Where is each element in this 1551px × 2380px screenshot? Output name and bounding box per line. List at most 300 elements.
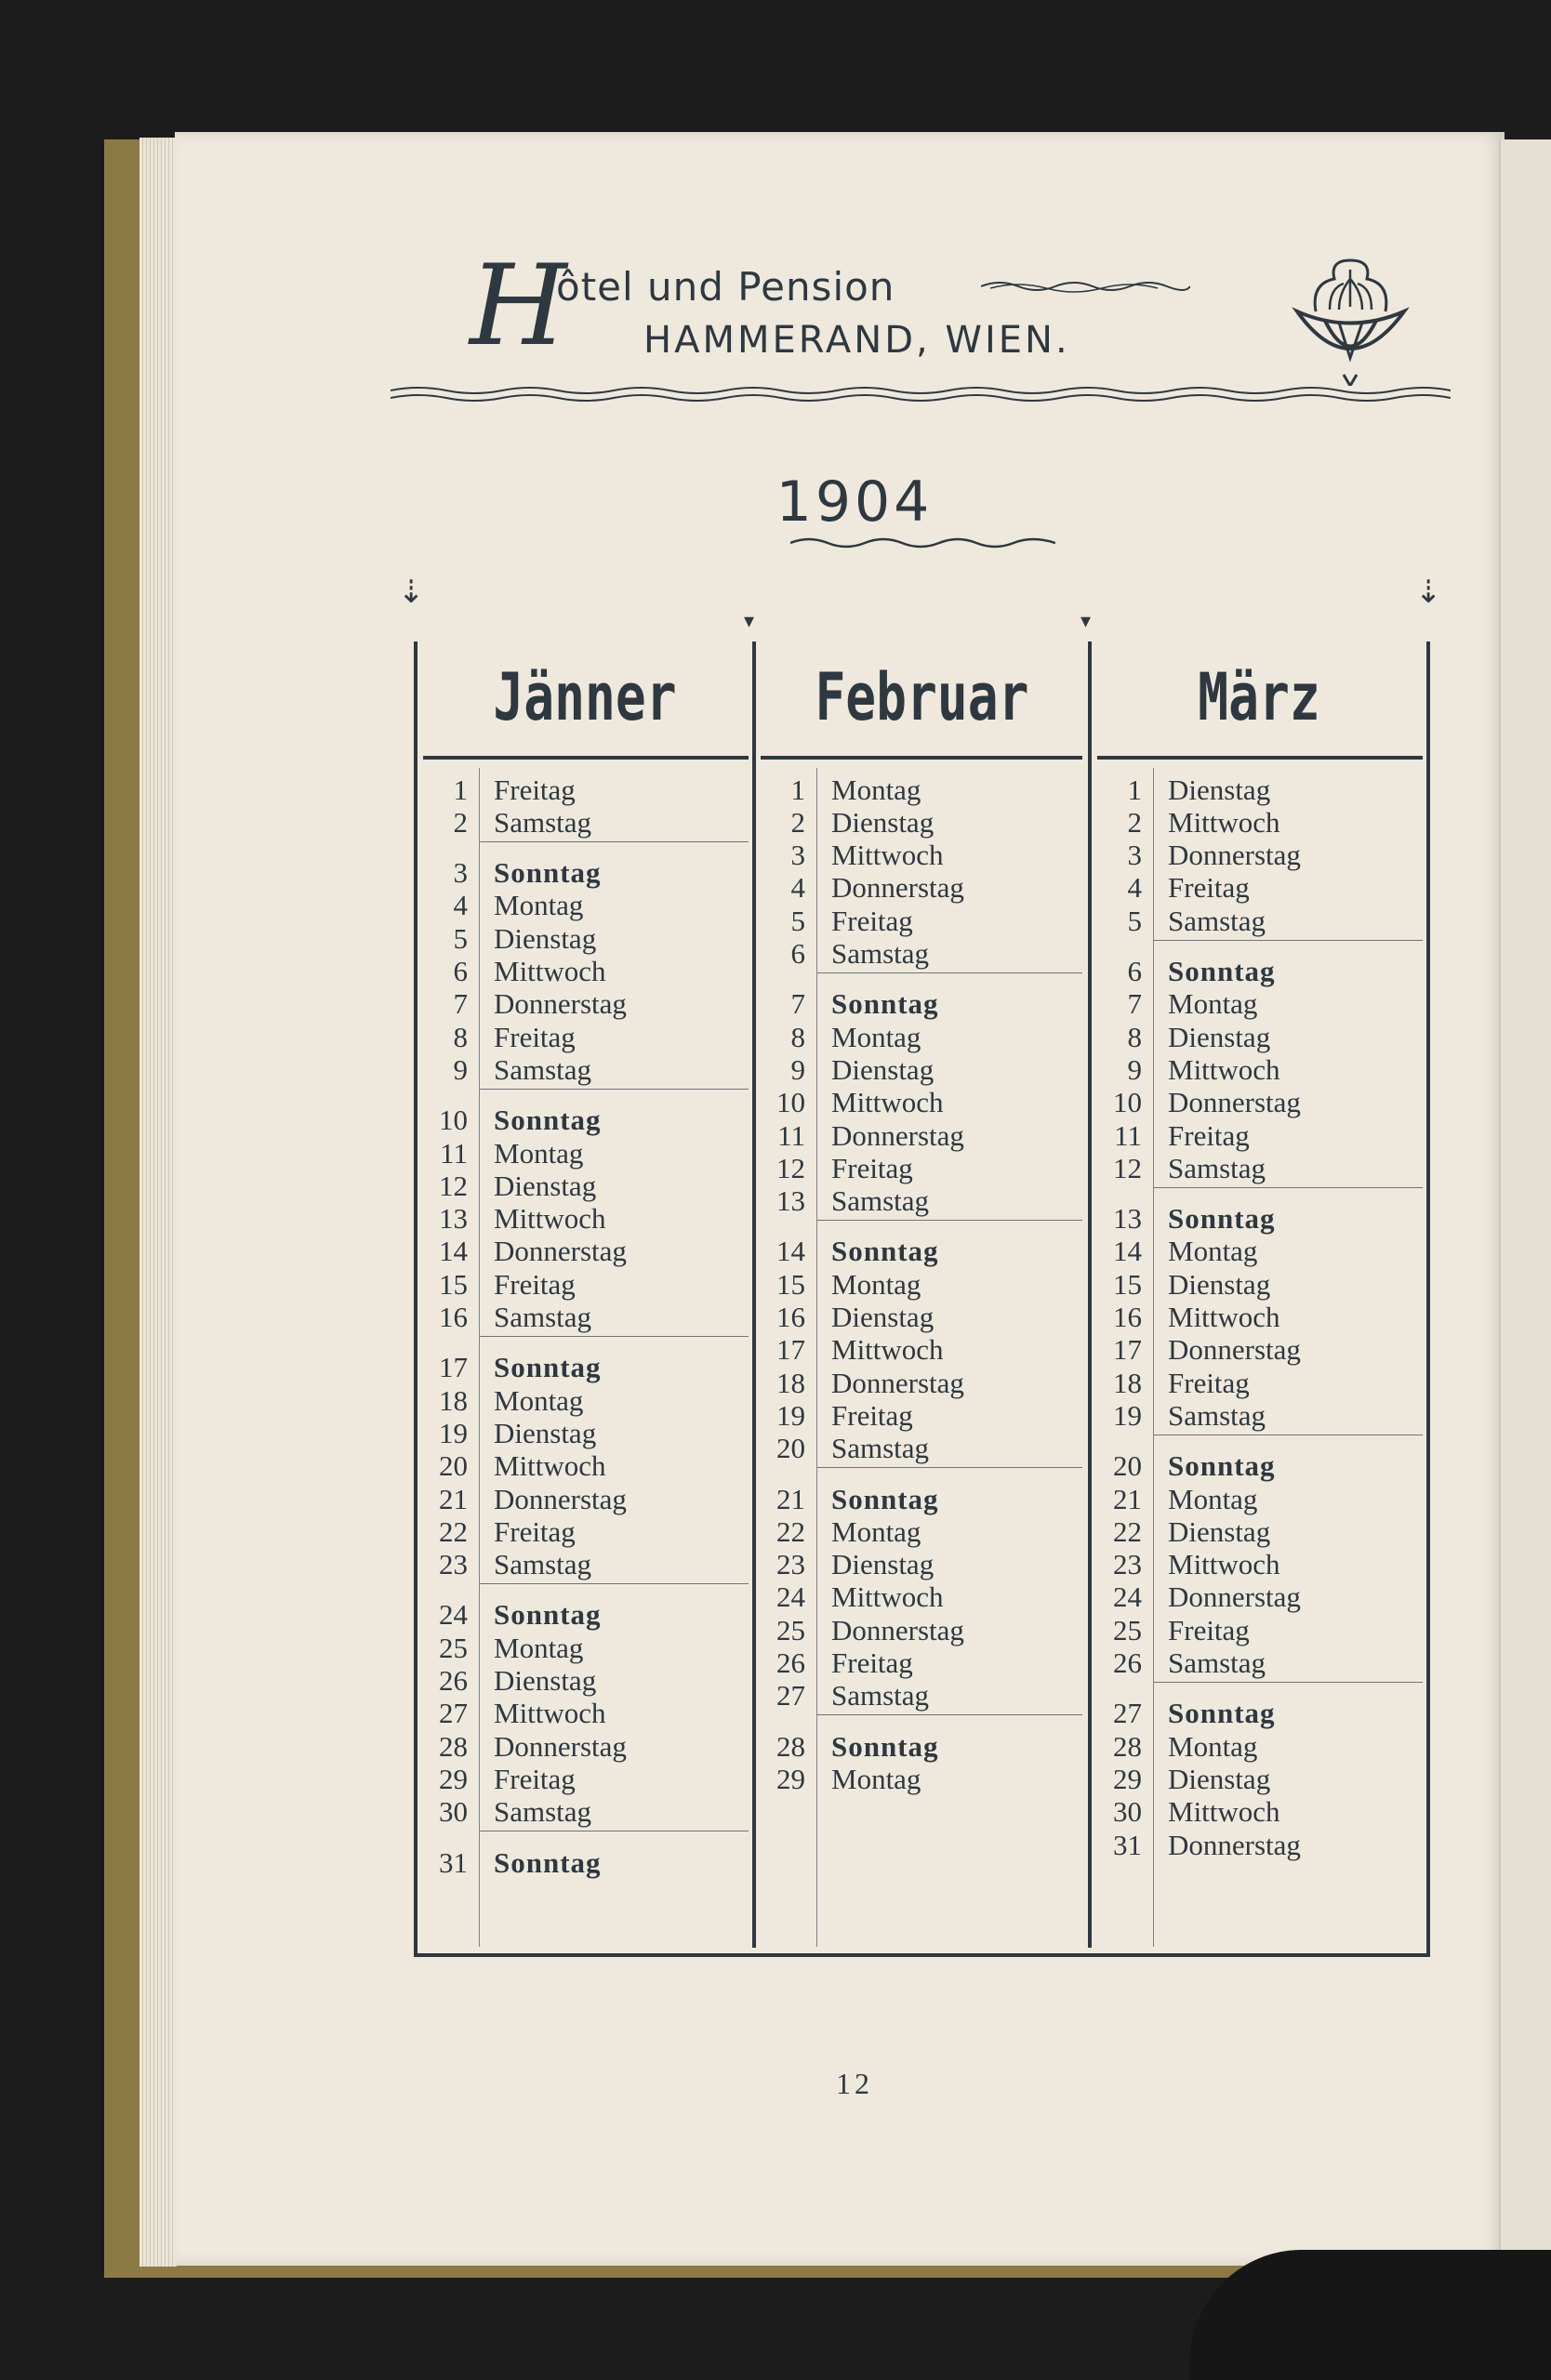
weekday-name: Montag (494, 1631, 584, 1664)
day-row (761, 1614, 964, 1646)
weekday-name: Montag (831, 1267, 921, 1301)
day-number: 13 (439, 1202, 468, 1236)
weekday-name: Dienstag (1168, 1020, 1271, 1053)
day-number: 11 (1114, 1118, 1142, 1152)
weekday-name: Mittwoch (831, 1086, 944, 1119)
day-number: 15 (439, 1267, 468, 1301)
weekday-name: Donnerstag (1168, 1828, 1301, 1861)
weekday-name: Dienstag (494, 921, 597, 955)
weekday-name: Dienstag (831, 805, 935, 839)
weekday-name: Mittwoch (831, 839, 944, 872)
day-number: 29 (439, 1762, 468, 1795)
shell-emblem-icon (1288, 256, 1413, 386)
day-row (1097, 956, 1276, 988)
month-rule-maerz (1097, 756, 1423, 760)
day-number: 20 (776, 1432, 805, 1465)
day-row (761, 1152, 913, 1184)
day-number: 27 (439, 1697, 468, 1730)
year-title: 1904 (776, 469, 934, 535)
week-separator (479, 1336, 749, 1337)
weekday-name: Sonntag (494, 856, 602, 890)
weekday-name: Montag (494, 889, 584, 922)
day-row (423, 988, 627, 1021)
weekday-name: Sonntag (494, 1351, 602, 1384)
day-row (1097, 1647, 1266, 1680)
day-row (423, 1796, 591, 1829)
week-separator (479, 841, 749, 842)
day-row (1097, 806, 1280, 839)
weekday-name: Mittwoch (831, 1333, 944, 1367)
day-number: 18 (439, 1383, 468, 1417)
week-separator (816, 1714, 1082, 1715)
page-number: 12 (836, 2067, 873, 2100)
weekday-name: Samstag (831, 937, 930, 970)
day-row (423, 1417, 596, 1449)
day-number: 5 (1127, 904, 1142, 937)
day-number: 19 (1113, 1398, 1142, 1432)
day-row (423, 1632, 583, 1664)
day-row (1097, 1829, 1301, 1861)
weekday-name: Freitag (831, 1646, 913, 1679)
weekday-name: Dienstag (1168, 1267, 1271, 1301)
arrow-ornament-left-icon: ⇣ (398, 574, 425, 611)
weekday-name: Mittwoch (1168, 1301, 1280, 1333)
weekday-name: Freitag (1168, 871, 1250, 905)
day-number: 23 (1113, 1548, 1142, 1581)
day-number: 2 (790, 805, 805, 839)
day-row (423, 857, 602, 890)
header-location: HAMMERAND, WIEN. (643, 319, 1070, 362)
weekday-name: Samstag (1168, 1398, 1266, 1432)
day-row (1097, 1698, 1276, 1730)
day-number: 29 (1113, 1762, 1142, 1795)
day-number: 11 (440, 1136, 468, 1170)
weekday-name: Donnerstag (494, 1482, 627, 1515)
weekday-name: Mittwoch (494, 1697, 606, 1730)
day-number: 4 (790, 871, 805, 905)
day-row (761, 1021, 921, 1053)
weekday-name: Donnerstag (831, 1118, 964, 1152)
number-column-rule (816, 768, 817, 1947)
number-column-rule (1153, 768, 1154, 1947)
day-row (423, 1104, 602, 1137)
day-number: 16 (776, 1301, 805, 1333)
day-number: 15 (776, 1267, 805, 1301)
day-number: 10 (776, 1086, 805, 1119)
weekday-name: Donnerstag (1168, 1086, 1301, 1119)
month-title-jaenner: Jänner (493, 659, 677, 735)
day-number: 12 (439, 1169, 468, 1202)
day-row (423, 1352, 602, 1384)
weekday-name: Dienstag (494, 1664, 597, 1697)
day-number: 23 (776, 1548, 805, 1581)
day-number: 24 (1113, 1580, 1142, 1614)
day-row (761, 1302, 934, 1334)
day-row (1097, 1614, 1250, 1646)
day-number: 13 (776, 1184, 805, 1218)
weekday-name: Freitag (494, 773, 576, 806)
weekday-name: Samstag (494, 1301, 592, 1333)
day-row (423, 1698, 606, 1730)
weekday-name: Donnerstag (494, 1729, 627, 1763)
day-row (761, 840, 944, 872)
weekday-name: Mittwoch (1168, 1548, 1280, 1581)
day-number: 7 (790, 987, 805, 1021)
day-row (1097, 1334, 1301, 1367)
weekday-name: Samstag (494, 805, 592, 839)
month-title-maerz: März (1198, 659, 1320, 735)
day-number: 6 (453, 955, 468, 987)
day-row (761, 1680, 929, 1712)
weekday-name: Donnerstag (831, 1366, 964, 1399)
weekday-name: Dienstag (494, 1416, 597, 1449)
day-number: 6 (1127, 955, 1142, 987)
day-row (761, 1119, 964, 1152)
day-number: 7 (453, 987, 468, 1021)
day-number: 29 (776, 1762, 805, 1795)
day-number: 16 (439, 1301, 468, 1333)
day-number: 3 (1127, 839, 1142, 872)
day-row (1097, 1053, 1280, 1086)
weekday-name: Sonntag (831, 1482, 939, 1515)
day-number: 31 (1113, 1828, 1142, 1861)
weekday-name: Montag (1168, 987, 1258, 1021)
day-row (1097, 1152, 1266, 1184)
day-number: 18 (1113, 1366, 1142, 1399)
day-row (423, 1665, 596, 1698)
header-initial: H (470, 242, 567, 371)
day-number: 26 (1113, 1646, 1142, 1679)
weekday-name: Mittwoch (1168, 1795, 1280, 1829)
weekday-name: Montag (494, 1383, 584, 1417)
weekday-name: Montag (831, 1020, 921, 1053)
day-row (423, 1268, 576, 1301)
day-row (423, 1763, 576, 1795)
day-row (423, 1384, 583, 1417)
weekday-name: Mittwoch (494, 955, 606, 987)
day-number: 21 (1113, 1482, 1142, 1515)
weekday-name: Montag (831, 773, 921, 806)
day-number: 2 (1127, 805, 1142, 839)
weekday-name: Sonntag (494, 1598, 602, 1632)
day-row (1097, 1450, 1276, 1483)
weekday-name: Samstag (494, 1052, 592, 1086)
day-number: 12 (776, 1151, 805, 1184)
week-separator (816, 972, 1082, 973)
month-title-februar: Februar (815, 659, 1029, 735)
day-number: 13 (1113, 1202, 1142, 1236)
day-row (423, 1170, 596, 1202)
weekday-name: Dienstag (1168, 773, 1271, 806)
weekday-name: Donnerstag (494, 1235, 627, 1268)
weekday-name: Freitag (831, 1398, 913, 1432)
day-row (1097, 840, 1301, 872)
day-row (1097, 1087, 1301, 1119)
day-row (423, 1599, 602, 1632)
day-number: 26 (776, 1646, 805, 1679)
column-divider-1 (752, 641, 756, 1948)
day-row (1097, 1236, 1257, 1268)
background-corner (1190, 2250, 1551, 2380)
day-row (1097, 1581, 1301, 1614)
week-separator (1153, 1187, 1423, 1188)
day-row (423, 1730, 627, 1763)
day-row (761, 905, 913, 937)
day-number: 14 (1113, 1235, 1142, 1268)
day-row (1097, 1515, 1270, 1548)
day-row (1097, 1203, 1276, 1236)
day-number: 9 (1127, 1052, 1142, 1086)
day-row (1097, 1730, 1257, 1763)
day-row (761, 1433, 929, 1465)
day-row (761, 1268, 921, 1301)
day-number: 8 (453, 1020, 468, 1053)
day-row (761, 1730, 939, 1763)
day-number: 28 (776, 1729, 805, 1763)
day-number: 10 (439, 1104, 468, 1137)
day-number: 14 (439, 1235, 468, 1268)
week-separator (816, 1467, 1082, 1468)
weekday-name: Montag (831, 1762, 921, 1795)
week-separator (1153, 940, 1423, 941)
day-number: 23 (439, 1548, 468, 1581)
weekday-name: Mittwoch (494, 1449, 606, 1483)
day-row (761, 988, 939, 1021)
day-number: 25 (439, 1631, 468, 1664)
day-number: 9 (790, 1052, 805, 1086)
day-number: 19 (776, 1398, 805, 1432)
weekday-name: Mittwoch (1168, 1052, 1280, 1086)
day-number: 20 (1113, 1449, 1142, 1483)
day-number: 3 (453, 856, 468, 890)
weekday-name: Freitag (494, 1514, 576, 1548)
weekday-name: Sonntag (831, 987, 939, 1021)
weekday-name: Freitag (494, 1267, 576, 1301)
week-separator (479, 1089, 749, 1090)
day-number: 18 (776, 1366, 805, 1399)
weekday-name: Sonntag (1168, 1697, 1276, 1730)
weekday-name: Dienstag (1168, 1514, 1271, 1548)
weekday-name: Sonntag (494, 1845, 602, 1879)
day-number: 24 (776, 1580, 805, 1614)
weekday-name: Dienstag (494, 1169, 597, 1202)
day-number: 20 (439, 1449, 468, 1483)
day-row (761, 1087, 944, 1119)
day-number: 30 (1113, 1795, 1142, 1829)
day-row (761, 806, 934, 839)
day-number: 22 (1113, 1514, 1142, 1548)
weekday-name: Montag (831, 1514, 921, 1548)
weekday-name: Samstag (831, 1679, 930, 1712)
day-number: 5 (453, 921, 468, 955)
day-row (423, 1236, 627, 1268)
facing-page-edge (1499, 139, 1551, 2306)
day-number: 2 (453, 805, 468, 839)
day-number: 17 (1113, 1333, 1142, 1367)
day-row (423, 774, 576, 806)
day-row (761, 1053, 934, 1086)
weekday-name: Freitag (494, 1762, 576, 1795)
day-number: 8 (1127, 1020, 1142, 1053)
day-number: 1 (1127, 773, 1142, 806)
day-number: 25 (1113, 1613, 1142, 1646)
weekday-name: Dienstag (831, 1052, 935, 1086)
weekday-name: Donnerstag (1168, 839, 1301, 872)
day-row (761, 1581, 944, 1614)
day-number: 21 (439, 1482, 468, 1515)
month-rule-jaenner (423, 756, 749, 760)
day-row (423, 1483, 627, 1515)
day-number: 6 (790, 937, 805, 970)
day-row (761, 1185, 929, 1218)
day-number: 1 (453, 773, 468, 806)
day-number: 22 (776, 1514, 805, 1548)
weekday-name: Montag (1168, 1482, 1258, 1515)
day-number: 22 (439, 1514, 468, 1548)
day-row (761, 938, 929, 971)
day-row (423, 956, 606, 988)
weekday-name: Samstag (494, 1548, 592, 1581)
weekday-name: Freitag (494, 1020, 576, 1053)
ornament-wave-icon (981, 277, 1190, 296)
day-row (1097, 1021, 1270, 1053)
weekday-name: Samstag (831, 1432, 930, 1465)
day-row (1097, 774, 1270, 806)
day-row (761, 1236, 939, 1268)
day-row (1097, 1796, 1280, 1829)
week-separator (1153, 1682, 1423, 1683)
weekday-name: Dienstag (831, 1548, 935, 1581)
day-row (761, 1483, 939, 1515)
day-number: 24 (439, 1598, 468, 1632)
day-number: 15 (1113, 1267, 1142, 1301)
weekday-name: Sonntag (831, 1729, 939, 1763)
weekday-name: Dienstag (831, 1301, 935, 1333)
day-row (1097, 1483, 1257, 1515)
weekday-name: Dienstag (1168, 1762, 1271, 1795)
weekday-name: Freitag (831, 1151, 913, 1184)
day-row (423, 1302, 591, 1334)
weekday-name: Donnerstag (831, 871, 964, 905)
day-number: 9 (453, 1052, 468, 1086)
day-number: 1 (790, 773, 805, 806)
day-row (761, 1549, 934, 1581)
day-row (761, 1763, 921, 1795)
weekday-name: Samstag (1168, 904, 1266, 937)
day-row (423, 922, 596, 955)
day-row (761, 1334, 944, 1367)
day-number: 19 (439, 1416, 468, 1449)
day-row (761, 774, 921, 806)
number-column-rule (479, 768, 480, 1947)
weekday-name: Montag (1168, 1235, 1258, 1268)
day-number: 26 (439, 1664, 468, 1697)
day-number: 14 (776, 1235, 805, 1268)
day-row (423, 1549, 591, 1581)
day-number: 3 (790, 839, 805, 872)
day-number: 21 (776, 1482, 805, 1515)
column-divider-2 (1088, 641, 1092, 1948)
weekday-name: Freitag (1168, 1366, 1250, 1399)
day-number: 7 (1127, 987, 1142, 1021)
weekday-name: Mittwoch (831, 1580, 944, 1614)
day-number: 27 (776, 1679, 805, 1712)
day-row (423, 1515, 576, 1548)
day-row (423, 1021, 576, 1053)
day-row (423, 1450, 606, 1483)
weekday-name: Montag (494, 1136, 584, 1170)
weekday-name: Freitag (1168, 1118, 1250, 1152)
weekday-name: Montag (1168, 1729, 1258, 1763)
day-row (1097, 1367, 1250, 1399)
year-underline-wave-icon (790, 532, 1055, 552)
header-hotel-name: ôtel und Pension (556, 264, 895, 310)
month-rule-februar (761, 756, 1082, 760)
arrow-ornament-mid1-icon: ▾ (744, 610, 755, 633)
day-row (761, 1399, 913, 1432)
weekday-name: Sonntag (1168, 955, 1276, 987)
day-row (423, 1846, 602, 1879)
page-edges (139, 138, 177, 2267)
day-row (423, 806, 591, 839)
day-number: 27 (1113, 1697, 1142, 1730)
day-number: 5 (790, 904, 805, 937)
weekday-name: Donnerstag (1168, 1580, 1301, 1614)
week-separator (816, 1220, 1082, 1221)
day-row (761, 1367, 964, 1399)
weekday-name: Sonntag (1168, 1202, 1276, 1236)
day-row (423, 1203, 606, 1236)
day-row (1097, 1119, 1250, 1152)
day-number: 16 (1113, 1301, 1142, 1333)
day-number: 8 (790, 1020, 805, 1053)
day-row (761, 1647, 913, 1680)
day-row (1097, 1549, 1280, 1581)
day-number: 28 (1113, 1729, 1142, 1763)
weekday-name: Samstag (831, 1184, 930, 1218)
day-row (1097, 872, 1250, 905)
day-number: 28 (439, 1729, 468, 1763)
day-number: 12 (1113, 1151, 1142, 1184)
day-row (1097, 1268, 1270, 1301)
day-number: 4 (453, 889, 468, 922)
week-separator (479, 1583, 749, 1584)
day-number: 10 (1113, 1086, 1142, 1119)
weekday-name: Sonntag (1168, 1449, 1276, 1483)
weekday-name: Mittwoch (1168, 805, 1280, 839)
weekday-name: Mittwoch (494, 1202, 606, 1236)
day-row (761, 872, 964, 905)
day-row (423, 890, 583, 922)
day-row (1097, 1302, 1280, 1334)
day-row (423, 1053, 591, 1086)
day-row (1097, 988, 1257, 1021)
weekday-name: Freitag (1168, 1613, 1250, 1646)
day-number: 17 (439, 1351, 468, 1384)
day-row (761, 1515, 921, 1548)
weekday-name: Donnerstag (831, 1613, 964, 1646)
arrow-ornament-right-icon: ⇣ (1415, 574, 1442, 611)
day-number: 17 (776, 1333, 805, 1367)
header-rule-wave-icon (391, 383, 1451, 405)
weekday-name: Sonntag (494, 1104, 602, 1137)
arrow-ornament-mid2-icon: ▾ (1080, 610, 1092, 633)
weekday-name: Samstag (1168, 1646, 1266, 1679)
day-row (1097, 1763, 1270, 1795)
day-row (1097, 1399, 1266, 1432)
day-number: 30 (439, 1795, 468, 1829)
day-number: 11 (777, 1118, 805, 1152)
